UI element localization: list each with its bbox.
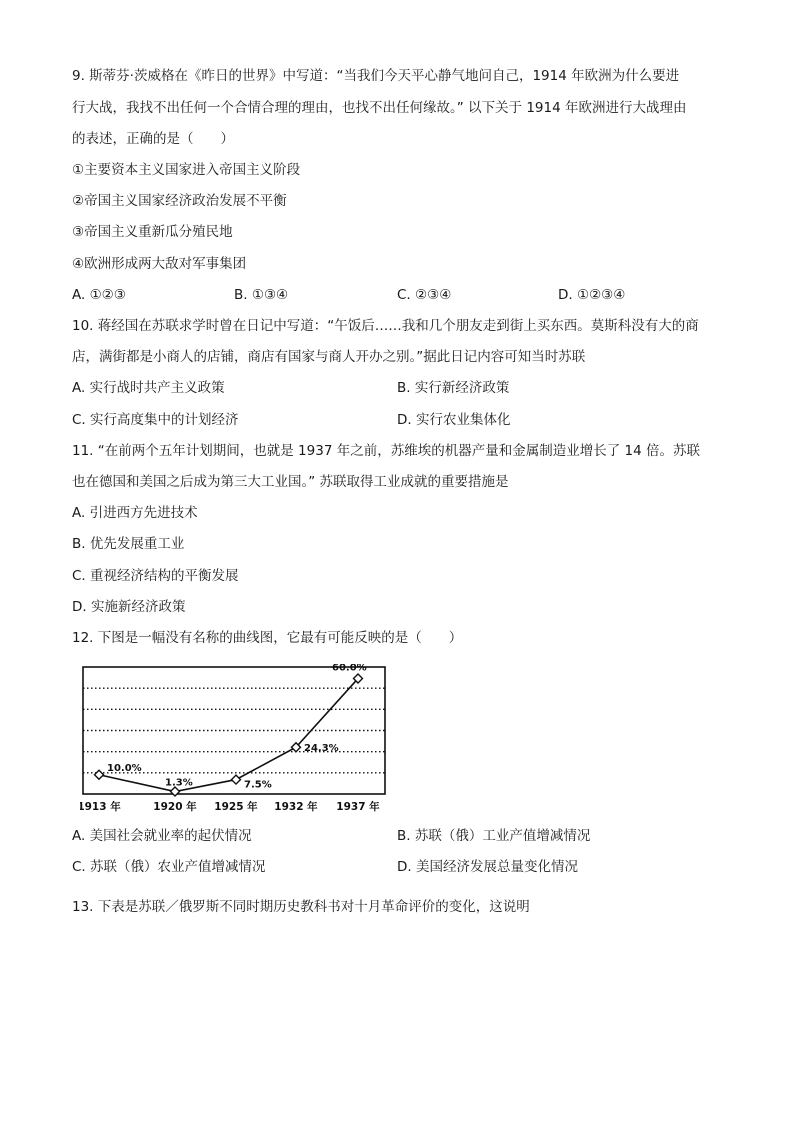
q10-stem-line-2: 店，满街都是小商人的店铺，商店有国家与商人开办之别。”据此日记内容可知当时苏联	[72, 349, 586, 365]
x-tick-label: 1913 年	[80, 801, 121, 813]
q9-statement-3: ③帝国主义重新瓜分殖民地	[72, 224, 233, 240]
q9-statement-2: ②帝国主义国家经济政治发展不平衡	[72, 193, 287, 209]
q10-option-b: B. 实行新经济政策	[397, 380, 510, 396]
q11-option-c: C. 重视经济结构的平衡发展	[72, 568, 239, 584]
q10-option-c: C. 实行高度集中的计划经济	[72, 412, 239, 428]
q11-option-b: B. 优先发展重工业	[72, 536, 185, 552]
q12-line-chart	[80, 664, 390, 816]
q11-stem-line-1: 11. “在前两个五年计划期间，也就是 1937 年之前，苏维埃的机器产量和金属制造业增长了 14 倍。苏联	[72, 443, 700, 459]
q9-stem-line-3: 的表述，正确的是（ ）	[72, 131, 234, 147]
x-tick-label: 1932 年	[274, 801, 318, 813]
q9-option-b: B. ①③④	[234, 287, 289, 303]
q10-option-d: D. 实行农业集体化	[397, 412, 511, 428]
chart-svg	[80, 664, 390, 816]
q9-statement-1: ①主要资本主义国家进入帝国主义阶段	[72, 162, 301, 178]
data-label: 10.0%	[107, 762, 142, 774]
data-label: 1.3%	[165, 777, 193, 789]
q9-stem-line-1: 9. 斯蒂芬·茨威格在《昨日的世界》中写道：“当我们今天平心静气地问自己，1914 年欧洲为什么要进	[72, 68, 680, 84]
q9-option-d: D. ①②③④	[558, 287, 626, 303]
q12-option-a: A. 美国社会就业率的起伏情况	[72, 828, 252, 844]
q10-option-a: A. 实行战时共产主义政策	[72, 380, 225, 396]
q9-stem-line-2: 行大战，我找不出任何一个合情合理的理由，也找不出任何缘故。” 以下关于 1914 年欧洲进行大战理由	[72, 100, 687, 116]
x-tick-label: 1937 年	[336, 801, 380, 813]
q12-stem: 12. 下图是一幅没有名称的曲线图，它最有可能反映的是（ ）	[72, 630, 463, 646]
data-label: 60.0%	[332, 664, 367, 674]
data-point	[95, 770, 104, 779]
q11-option-a: A. 引进西方先进技术	[72, 505, 198, 521]
q11-stem-line-2: 也在德国和美国之后成为第三大工业国。” 苏联取得工业成就的重要措施是	[72, 474, 509, 490]
series-line	[99, 679, 358, 792]
data-label: 24.3%	[304, 743, 339, 755]
data-point	[232, 775, 241, 784]
q12-option-b: B. 苏联（俄）工业产值增减情况	[397, 828, 591, 844]
q10-stem-line-1: 10. 蒋经国在苏联求学时曾在日记中写道：“午饭后……我和几个朋友走到街上买东西。莫斯科没有大的商	[72, 318, 699, 334]
q13-stem: 13. 下表是苏联／俄罗斯不同时期历史教科书对十月革命评价的变化，这说明	[72, 899, 530, 915]
q11-option-d: D. 实施新经济政策	[72, 599, 186, 615]
data-label: 7.5%	[244, 779, 272, 791]
x-tick-label: 1925 年	[214, 801, 258, 813]
q12-option-d: D. 美国经济发展总量变化情况	[397, 859, 578, 875]
q9-option-c: C. ②③④	[397, 287, 452, 303]
q12-option-c: C. 苏联（俄）农业产值增减情况	[72, 859, 266, 875]
q9-option-a: A. ①②③	[72, 287, 126, 303]
q9-statement-4: ④欧洲形成两大敌对军事集团	[72, 256, 247, 272]
x-tick-label: 1920 年	[153, 801, 197, 813]
